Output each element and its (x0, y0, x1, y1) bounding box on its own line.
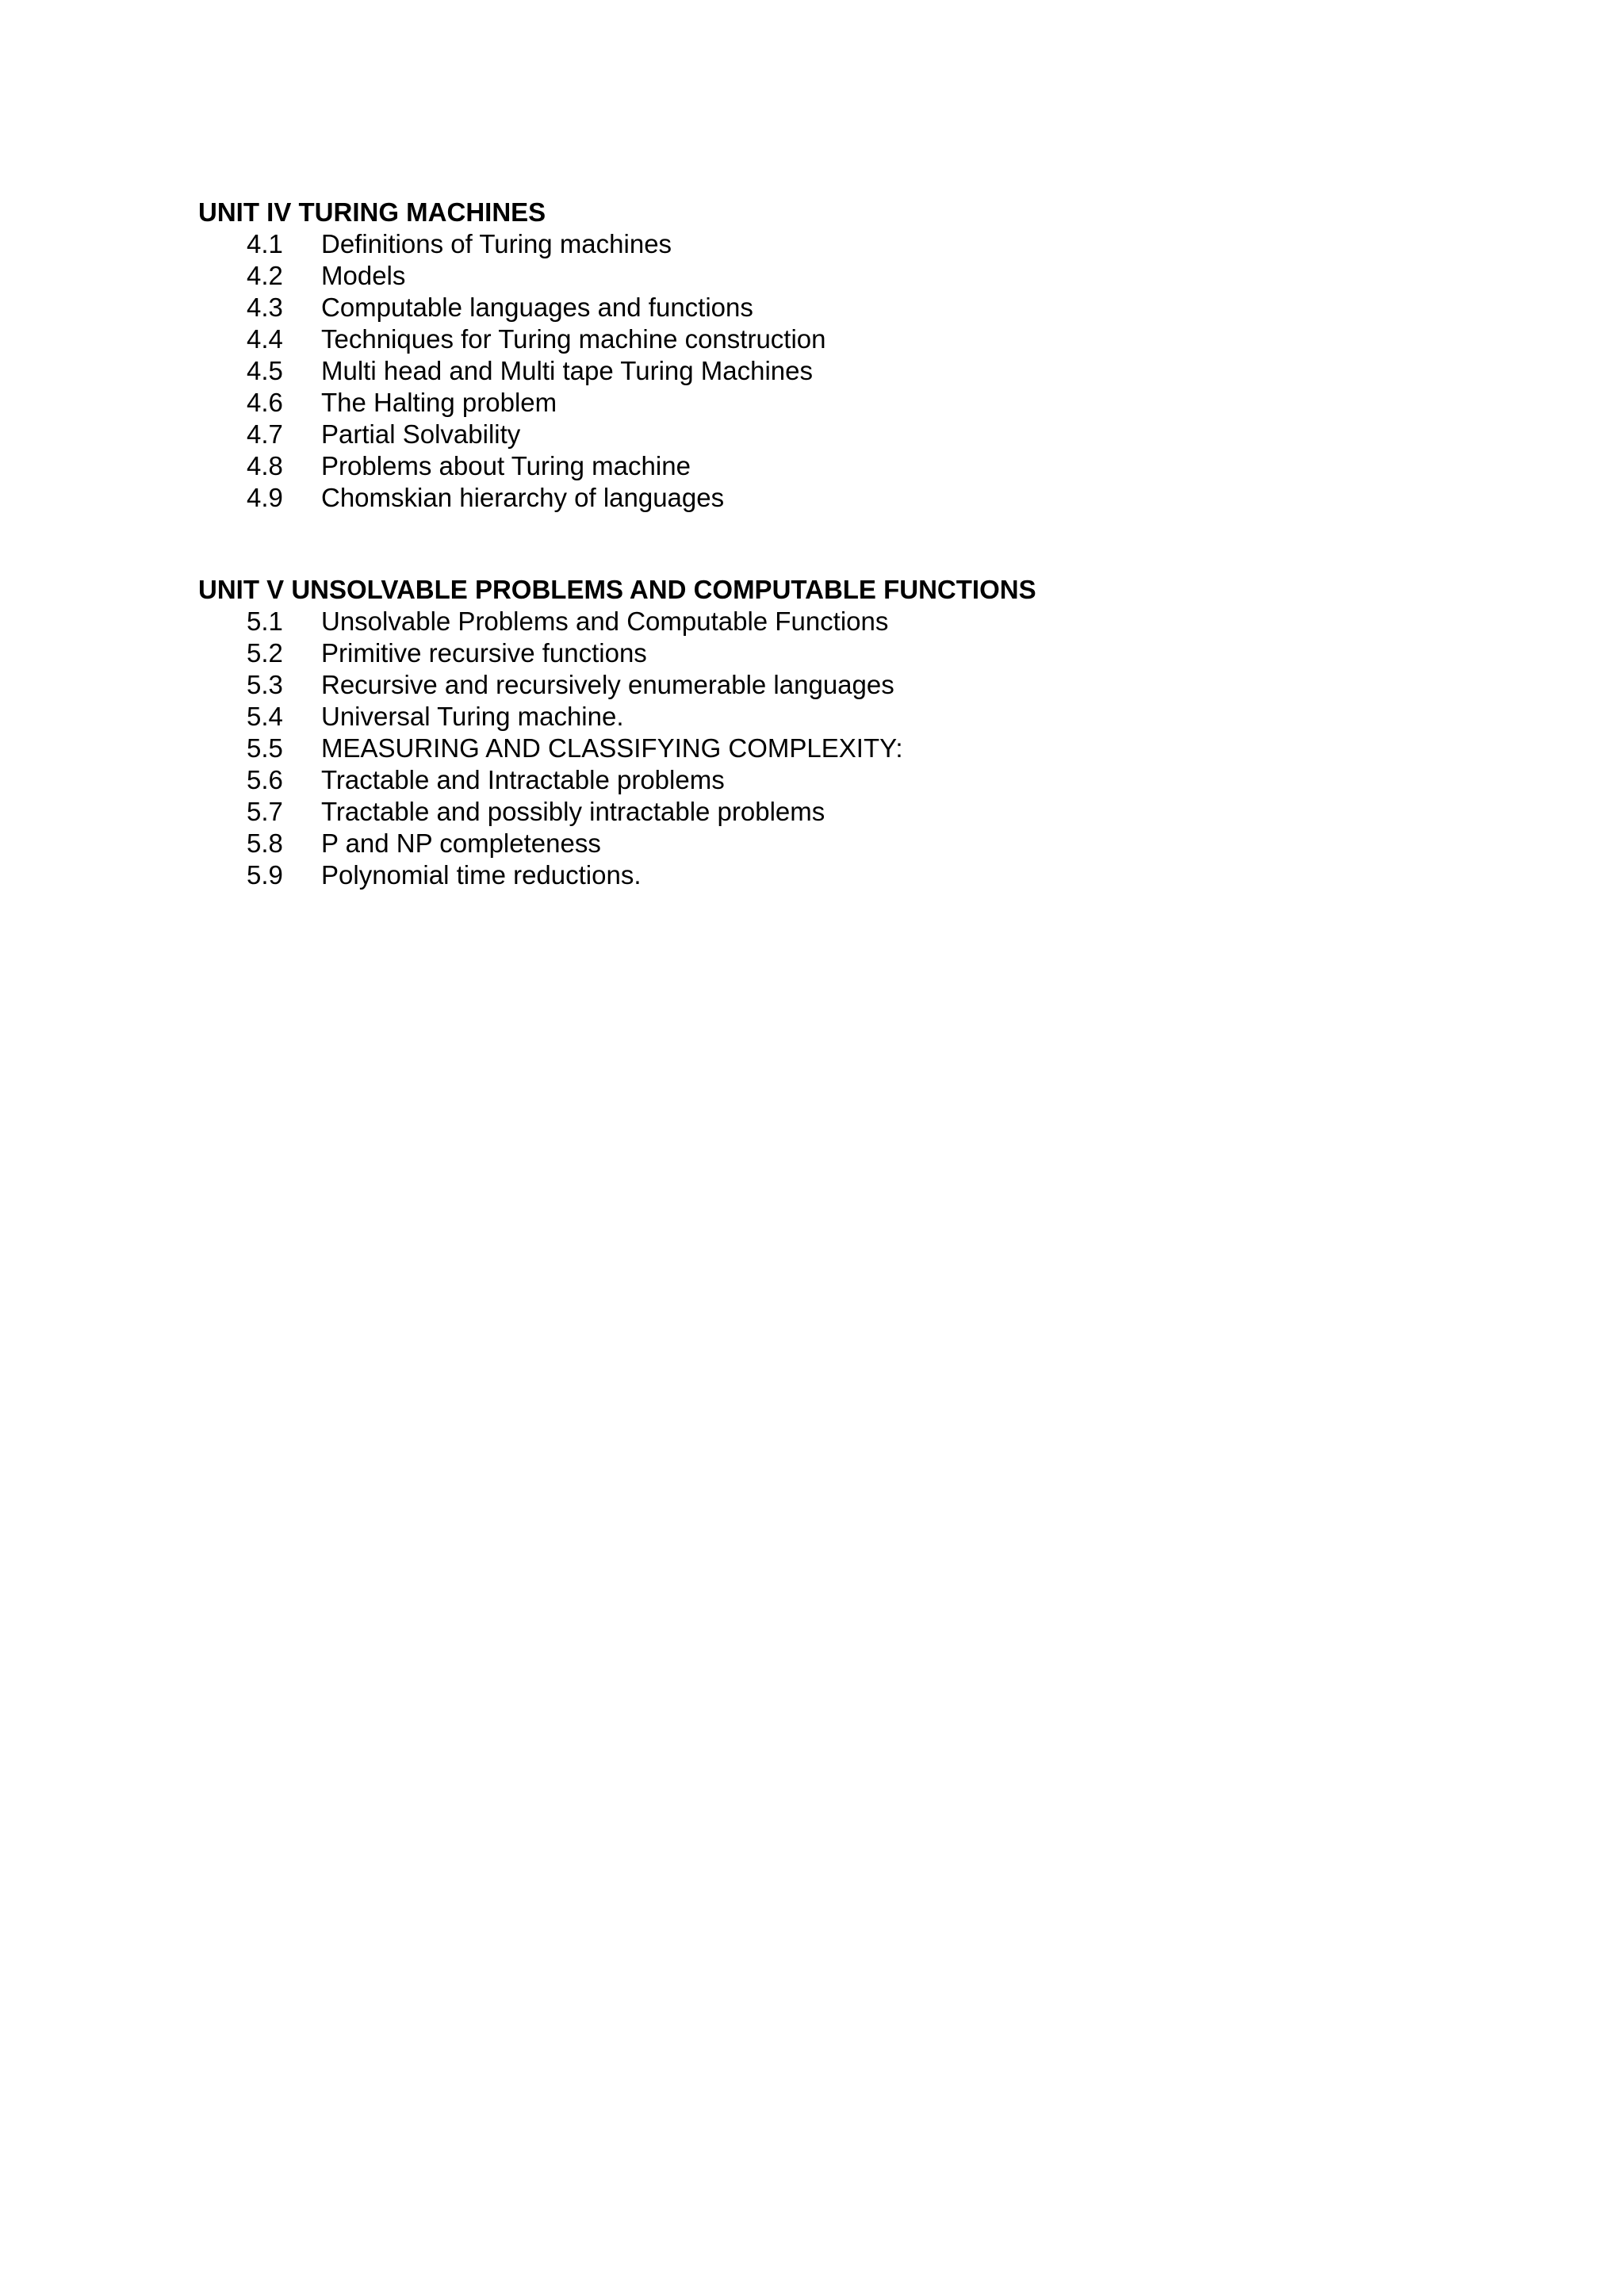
list-item (198, 292, 1388, 323)
item-number: 4.4 (247, 324, 283, 354)
list-item (198, 355, 1388, 387)
list-item (198, 764, 1388, 796)
item-text: Chomskian hierarchy of languages (321, 483, 725, 512)
item-text: MEASURING AND CLASSIFYING COMPLEXITY: (321, 733, 903, 763)
item-text: Tractable and possibly intractable problems (321, 797, 825, 826)
item-number: 4.2 (247, 261, 283, 290)
item-number: 4.5 (247, 356, 283, 385)
unit-v-section (198, 574, 1388, 891)
item-text: Partial Solvability (321, 419, 521, 449)
item-number: 4.8 (247, 451, 283, 480)
list-item (198, 482, 1388, 514)
item-text: Techniques for Turing machine construction (321, 324, 826, 354)
item-text: Models (321, 261, 406, 290)
list-item (198, 701, 1388, 733)
list-item (198, 450, 1388, 482)
item-text: Universal Turing machine. (321, 702, 624, 731)
item-text: Polynomial time reductions. (321, 860, 642, 890)
item-number: 5.5 (247, 733, 283, 763)
item-number: 5.3 (247, 670, 283, 699)
list-item (198, 606, 1388, 637)
item-number: 4.1 (247, 229, 283, 258)
list-item (198, 859, 1388, 891)
item-text: Problems about Turing machine (321, 451, 691, 480)
item-text: Computable languages and functions (321, 293, 753, 322)
item-number: 5.8 (247, 828, 283, 858)
item-number: 5.4 (247, 702, 283, 731)
list-item (198, 796, 1388, 828)
list-item (198, 828, 1388, 859)
item-text: P and NP completeness (321, 828, 601, 858)
item-number: 5.2 (247, 638, 283, 668)
list-item (198, 419, 1388, 450)
unit-heading: UNIT IV TURING MACHINES (198, 197, 546, 227)
item-text: The Halting problem (321, 388, 557, 417)
list-item (198, 733, 1388, 764)
item-text: Recursive and recursively enumerable languages (321, 670, 894, 699)
unit-heading: UNIT V UNSOLVABLE PROBLEMS AND COMPUTABLE FUNCTIONS (198, 575, 1036, 604)
item-number: 5.1 (247, 607, 283, 636)
item-text: Tractable and Intractable problems (321, 765, 725, 794)
item-number: 5.9 (247, 860, 283, 890)
item-text: Unsolvable Problems and Computable Functions (321, 607, 889, 636)
list-item (198, 669, 1388, 701)
list-item (198, 260, 1388, 292)
list-item (198, 387, 1388, 419)
item-text: Multi head and Multi tape Turing Machines (321, 356, 814, 385)
list-item (198, 228, 1388, 260)
list-item (198, 323, 1388, 355)
item-number: 4.6 (247, 388, 283, 417)
item-number: 4.3 (247, 293, 283, 322)
item-number: 5.6 (247, 765, 283, 794)
item-number: 5.7 (247, 797, 283, 826)
item-number: 4.7 (247, 419, 283, 449)
list-item (198, 637, 1388, 669)
unit-iv-section (198, 197, 1388, 514)
item-text: Definitions of Turing machines (321, 229, 672, 258)
item-text: Primitive recursive functions (321, 638, 647, 668)
item-number: 4.9 (247, 483, 283, 512)
